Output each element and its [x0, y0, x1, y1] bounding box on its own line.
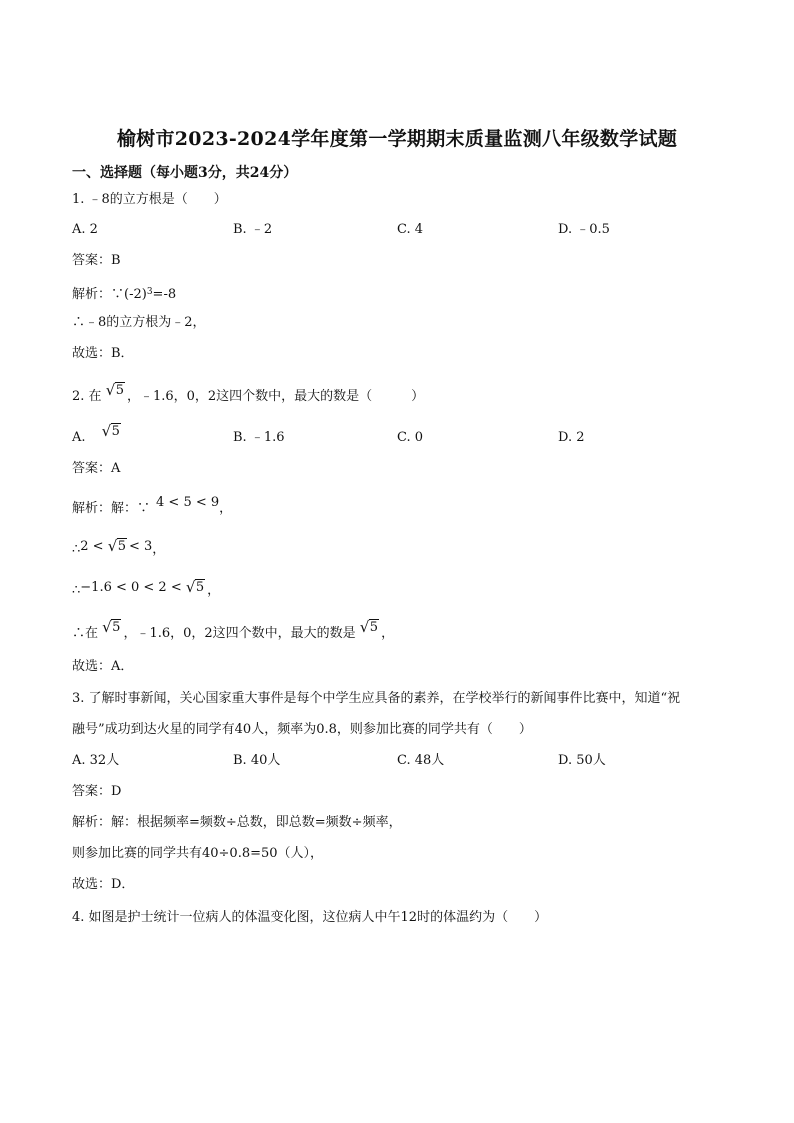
- q2-stem-prefix: 2. 在: [72, 389, 102, 404]
- q2-step1: ∴2 < √ 5 < 3，: [72, 537, 166, 557]
- q3-option-b: B. 40人: [233, 753, 281, 768]
- sqrt-radical-icon: √: [359, 618, 370, 636]
- sqrt-radical-icon: √: [107, 537, 118, 555]
- q2-answer: 答案：A: [72, 461, 121, 476]
- sqrt-expression: √ 5: [107, 537, 126, 555]
- q1-option-d: D. ﹣0.5: [558, 222, 610, 237]
- sqrt-radical-icon: √: [185, 578, 196, 596]
- q2-analysis: 解析：解：∵ 4 < 5 < 9，: [72, 495, 233, 516]
- q1-option-c: C. 4: [397, 222, 424, 237]
- q3-conclusion: 故选：D．: [72, 877, 135, 892]
- q1-analysis-line2: ∴﹣8的立方根为﹣2，: [72, 315, 206, 330]
- sqrt-radical-icon: √: [101, 422, 112, 440]
- q3-analysis-line2: 则参加比赛的同学共有40÷0.8=50（人），: [72, 846, 324, 861]
- q2-stem: [72, 381, 425, 406]
- q3-stem-line1: 3. 了解时事新闻，关心国家重大事件是每个中学生应具备的素养，在学校举行的新闻事件比赛中，知道“祝: [72, 691, 681, 706]
- sqrt-expression: √ 5: [359, 618, 379, 636]
- q1-analysis-rest: =-8: [152, 287, 177, 302]
- q3-option-c: C. 48人: [397, 753, 445, 768]
- q3-option-d: D. 50人: [558, 753, 606, 768]
- q2-option-c: C. 0: [397, 430, 424, 445]
- q1-conclusion: 故选：B．: [72, 346, 134, 361]
- q1-analysis: [72, 283, 176, 304]
- q1-answer: 答案：B: [72, 253, 121, 268]
- q2-stem-suffix: ，﹣1.6，0，2这四个数中，最大的数是（ ）: [126, 389, 425, 404]
- q3-option-a: A. 32人: [72, 753, 120, 768]
- page-title: 榆树市2023-2024学年度第一学期期末质量监测八年级数学试题: [116, 128, 678, 150]
- q3-stem-line2: 融号”成功到达火星的同学有40人，频率为0.8，则参加比赛的同学共有（ ）: [72, 722, 532, 737]
- section-heading: 一、选择题（每小题3分，共24分）: [72, 165, 298, 181]
- q1-analysis-exponent: 3: [146, 287, 153, 297]
- q1-stem: 1. ﹣8的立方根是（ ）: [72, 192, 227, 207]
- q1-option-b: B. ﹣2: [233, 222, 273, 237]
- q4-stem: 4. 如图是护士统计一位病人的体温变化图，这位病人中午12时的体温约为（ ）: [72, 910, 548, 925]
- sqrt-expression: √ 5: [102, 618, 121, 636]
- q2-step2: ∴−1.6 < 0 < 2 < √ 5 ，: [72, 578, 221, 598]
- q2-option-d: D. 2: [558, 430, 585, 445]
- q2-conclusion: 故选：A．: [72, 659, 134, 674]
- q3-analysis: 解析：解：根据频率=频数÷总数，即总数=频数÷频率，: [72, 815, 402, 830]
- inequality: 4 < 5 < 9: [156, 495, 220, 510]
- q1-option-a: A. 2: [72, 222, 98, 237]
- q2-option-a: A. √ 5: [72, 422, 120, 445]
- q3-answer: 答案：D: [72, 784, 122, 799]
- q2-step3: ∴在 √ 5 ，﹣1.6，0，2这四个数中，最大的数是 √ 5 ，: [72, 618, 395, 641]
- q1-analysis-label: 解析：∵(-2): [72, 287, 147, 302]
- sqrt-expression: √ 5: [105, 381, 124, 399]
- sqrt-radical-icon: √: [105, 381, 116, 399]
- q2-option-b: B. ﹣1.6: [233, 430, 285, 445]
- sqrt-expression: √ 5: [101, 422, 120, 440]
- sqrt-expression: √ 5: [185, 578, 205, 596]
- sqrt-radical-icon: √: [102, 618, 112, 636]
